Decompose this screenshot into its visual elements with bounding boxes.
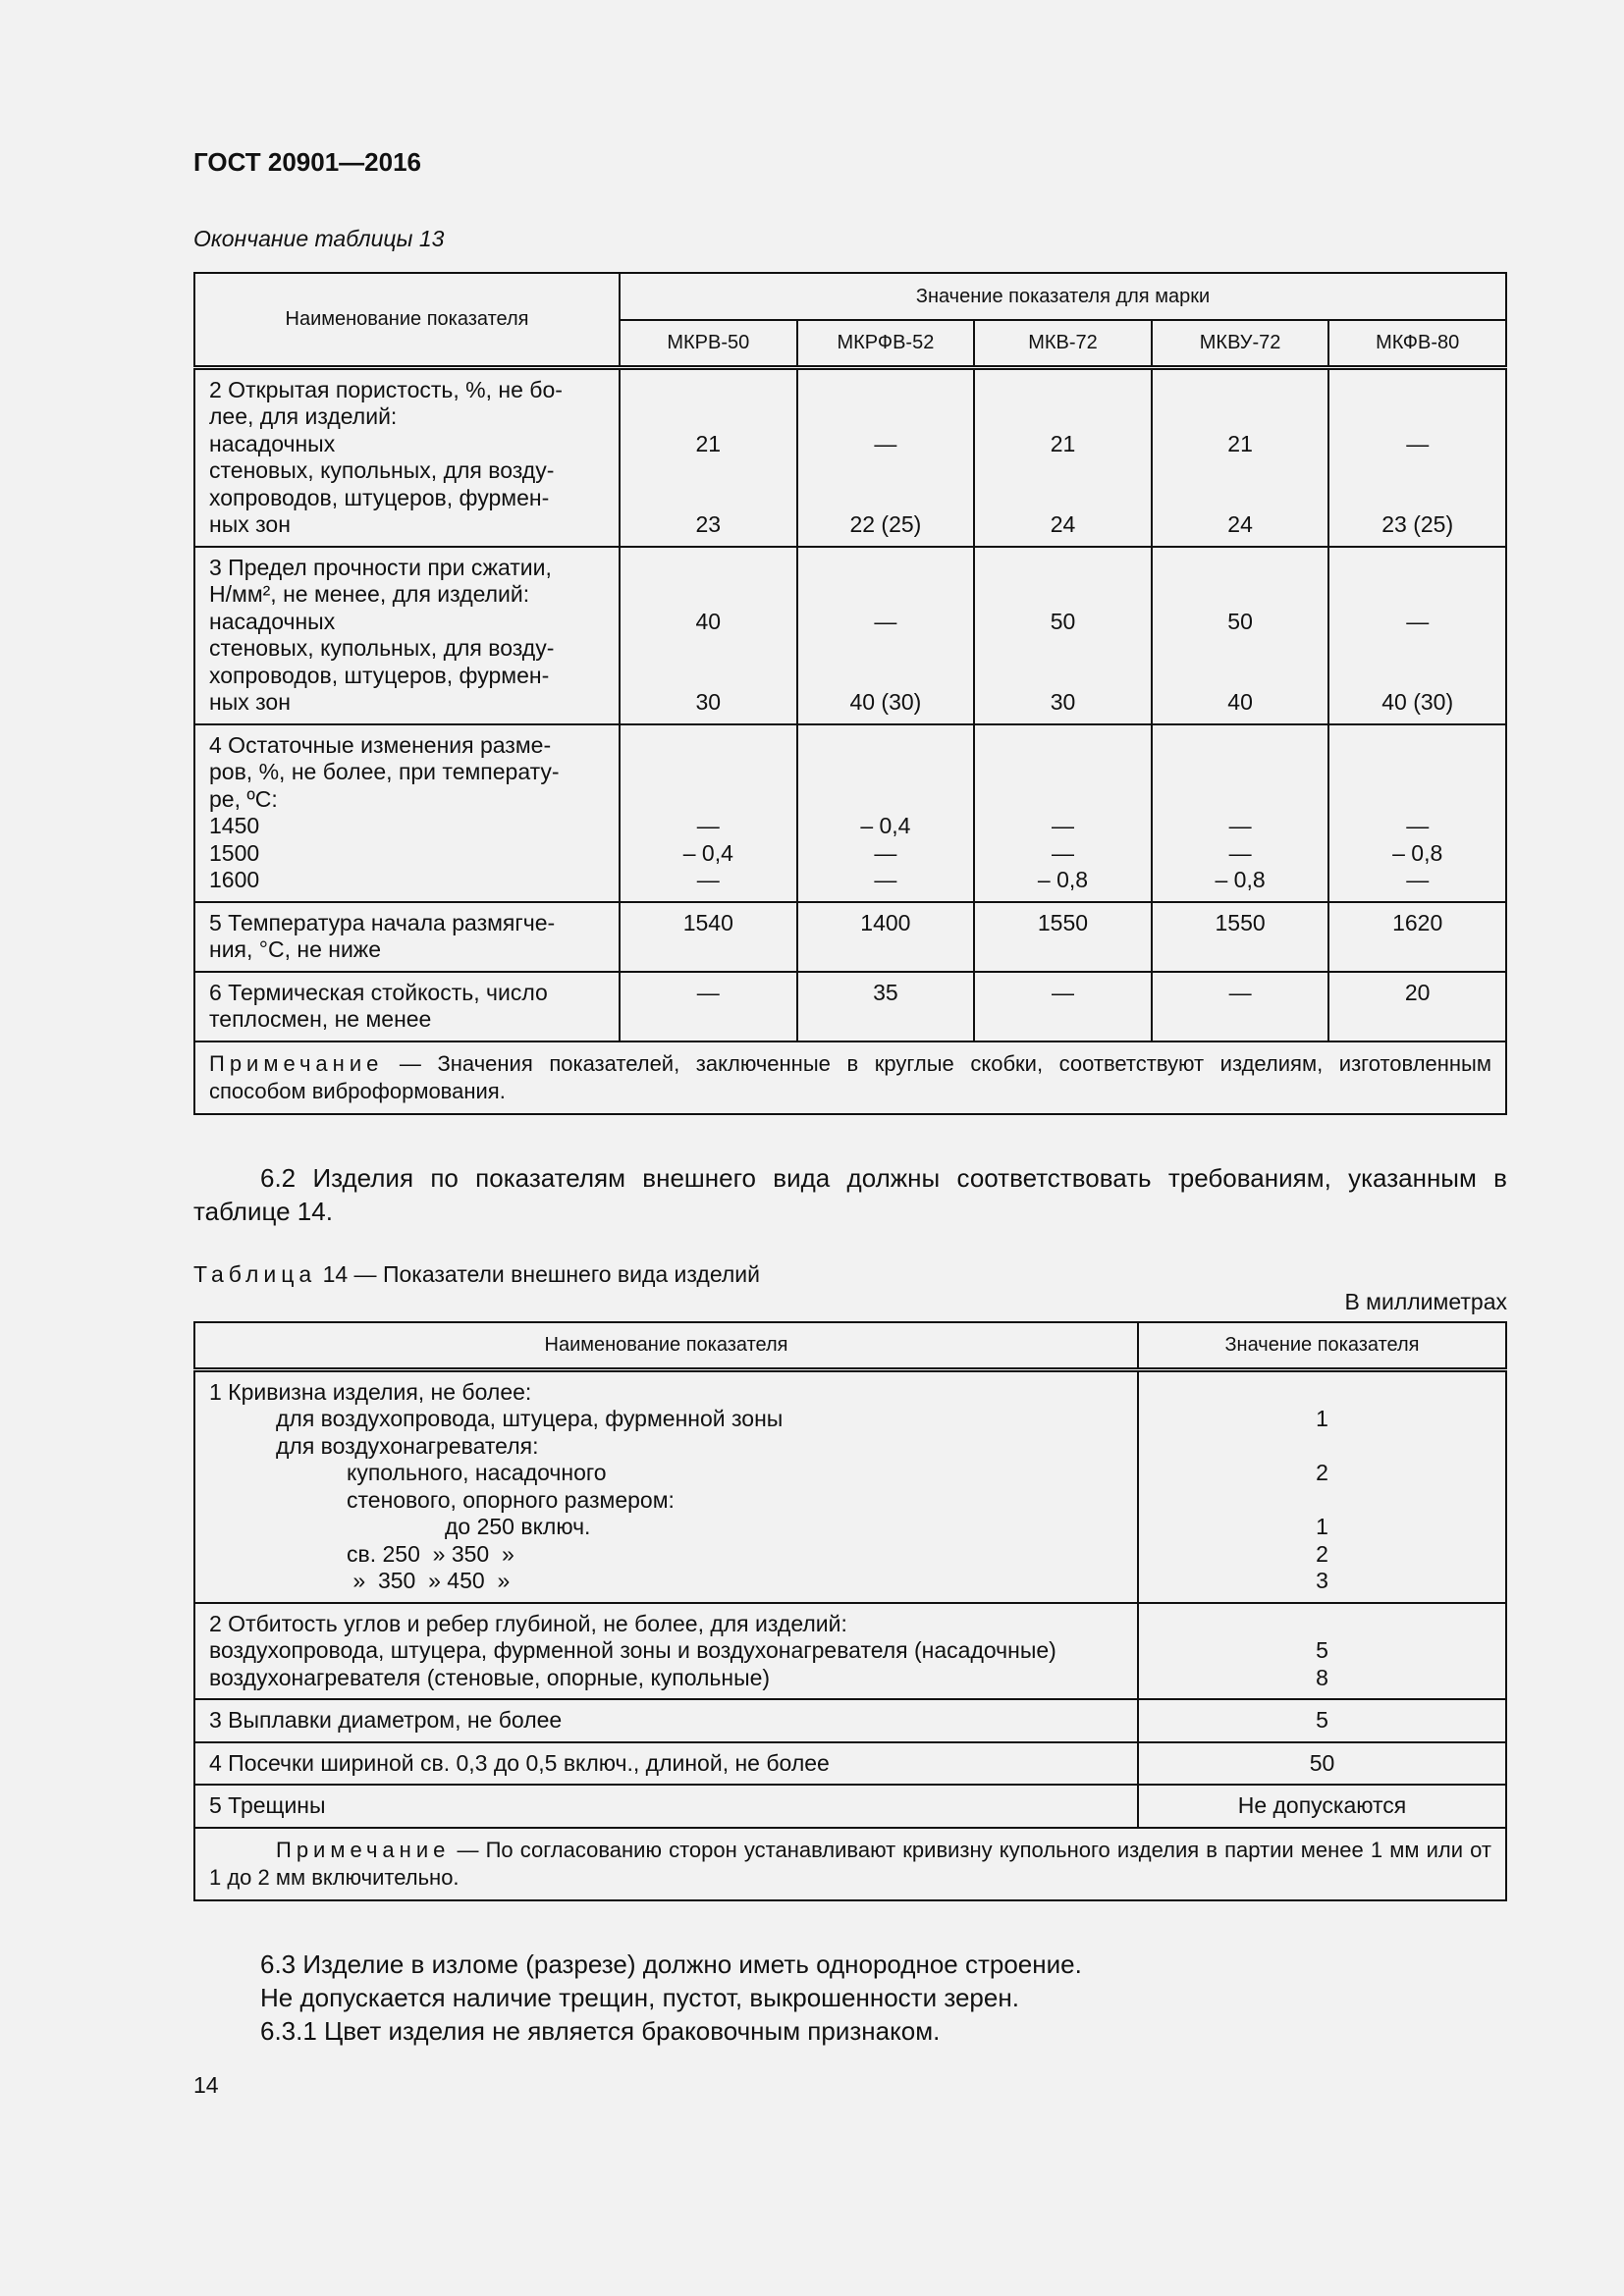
value-line xyxy=(979,403,1147,431)
brand-header: МКРВ-50 xyxy=(620,320,797,367)
value-line xyxy=(979,635,1147,663)
indicator-name-line: 2 Открытая пористость, %, не бо- xyxy=(209,376,563,402)
indicator-name xyxy=(194,367,620,547)
note-text: — Значения показателей, заключенные в круглые скобки, соответствуют изделиям, изготовленным способом виброформования. xyxy=(209,1050,1491,1103)
value-line xyxy=(1157,555,1325,582)
value-line: 35 xyxy=(873,979,898,1005)
indicator-name-line: » 350 » 450 » xyxy=(347,1568,511,1593)
value-line xyxy=(624,403,792,431)
value-line: 21 xyxy=(695,430,722,456)
indicator-name-line: ных зон xyxy=(209,511,291,537)
value-line xyxy=(624,457,792,485)
value-line: 40 (30) xyxy=(849,689,922,715)
value-line xyxy=(979,581,1147,609)
value-line xyxy=(1143,1611,1501,1638)
value-cell xyxy=(1328,902,1506,972)
paragraph-6-3-1: 6.3.1 Цвет изделия не является браковочным признаком. xyxy=(260,2016,941,2046)
indicator-name-line: до 250 включ. xyxy=(445,1514,591,1539)
indicator-name-line: хопроводов, штуцеров, фурмен- xyxy=(209,484,550,510)
indicator-name xyxy=(194,1742,1138,1786)
value-line: — xyxy=(696,813,720,838)
value-line xyxy=(1157,786,1325,814)
value-cell xyxy=(1328,972,1506,1041)
value-line xyxy=(1157,663,1325,690)
value-line: — xyxy=(1051,979,1074,1005)
value-line: — xyxy=(1406,867,1430,892)
indicator-name xyxy=(194,972,620,1041)
table-row xyxy=(194,367,1506,547)
indicator-name-line: 2 Отбитость углов и ребер глубиной, не более, для изделий: xyxy=(209,1610,847,1636)
value-line: – 0,4 xyxy=(860,813,911,838)
value-line: — xyxy=(874,839,897,866)
indicator-name xyxy=(194,724,620,902)
value-line xyxy=(979,786,1147,814)
value-cell xyxy=(797,902,975,972)
value-line: — xyxy=(1406,813,1430,838)
indicator-name-line: 5 Температура начала размягче- xyxy=(209,909,556,935)
value-line: 24 xyxy=(1227,511,1253,537)
value-line xyxy=(1333,786,1501,814)
value-cell xyxy=(620,902,797,972)
value-line xyxy=(1333,555,1501,582)
value-line xyxy=(1333,581,1501,609)
value-line: – 0,8 xyxy=(1215,867,1266,892)
indicator-name-line: ре, ºС: xyxy=(209,785,278,812)
value-line xyxy=(624,581,792,609)
value-line xyxy=(802,457,970,485)
value-cell xyxy=(1138,1742,1506,1786)
value-line: — xyxy=(1406,430,1430,456)
table14-caption-label: Таблица xyxy=(193,1261,317,1287)
value-line: 5 xyxy=(1316,1637,1328,1663)
value-line xyxy=(1333,457,1501,485)
indicator-name-line: стенового, опорного размером: xyxy=(347,1486,675,1513)
value-line xyxy=(624,485,792,512)
value-line: — xyxy=(1228,979,1252,1005)
table-row xyxy=(194,724,1506,902)
indicator-name-line: 3 Предел прочности при сжатии, xyxy=(209,554,552,580)
value-line: – 0,4 xyxy=(682,839,733,866)
table14-unit: В миллиметрах xyxy=(1344,1289,1507,1314)
value-line: Не допускаются xyxy=(1237,1792,1407,1818)
value-line xyxy=(802,732,970,760)
value-cell xyxy=(974,367,1152,547)
indicator-name-line: 4 Посечки шириной св. 0,3 до 0,5 включ., длиной, не более xyxy=(209,1749,830,1776)
value-line: — xyxy=(874,608,897,634)
note-label: Примечание xyxy=(276,1837,451,1862)
note-label: Примечание xyxy=(209,1050,384,1076)
value-line: – 0,8 xyxy=(1037,867,1089,892)
value-line: 1 xyxy=(1316,1406,1328,1431)
indicator-name-line: Н/мм², не менее, для изделий: xyxy=(209,581,530,607)
value-line xyxy=(1157,581,1325,609)
value-line: 2 xyxy=(1316,1460,1328,1485)
indicator-name-line: хопроводов, штуцеров, фурмен- xyxy=(209,662,550,688)
table13-note xyxy=(194,1041,1506,1114)
brand-header: МКВУ-72 xyxy=(1152,320,1329,367)
value-line: 30 xyxy=(1050,689,1076,715)
value-line: 1620 xyxy=(1392,909,1443,935)
indicator-name-line: 6 Термическая стойкость, число xyxy=(209,979,548,1005)
note-text: — По согласованию сторон устанавливают кривизну купольного изделия в партии менее 1 мм или от 1 до 2 мм включительно. xyxy=(209,1837,1491,1890)
value-line xyxy=(624,732,792,760)
value-line xyxy=(624,786,792,814)
value-line xyxy=(1333,635,1501,663)
value-line: — xyxy=(874,867,897,892)
paragraph-6-3-continued: Не допускается наличие трещин, пустот, выкрошенности зерен. xyxy=(260,1983,1019,2012)
value-line xyxy=(1333,759,1501,786)
table-row xyxy=(194,1742,1506,1786)
indicator-name-line: насадочных xyxy=(209,430,336,456)
indicator-name-line: 5 Трещины xyxy=(209,1792,326,1818)
value-line xyxy=(624,663,792,690)
value-cell xyxy=(797,972,975,1041)
value-cell xyxy=(797,367,975,547)
paragraph-6-2: 6.2 Изделия по показателям внешнего вида должны соответствовать требованиям, указанным в таблице 14. xyxy=(193,1163,1507,1226)
value-cell xyxy=(620,972,797,1041)
value-line: 40 xyxy=(1227,689,1253,715)
table-row xyxy=(194,1603,1506,1700)
indicator-name-line: ров, %, не более, при температу- xyxy=(209,759,560,784)
value-cell xyxy=(974,724,1152,902)
value-line xyxy=(624,635,792,663)
table14-caption-text: 14 — Показатели внешнего вида изделий xyxy=(316,1261,761,1287)
value-line: 3 xyxy=(1316,1568,1328,1593)
value-line xyxy=(1333,663,1501,690)
value-line: — xyxy=(1051,839,1074,866)
indicator-name-line: теплосмен, не менее xyxy=(209,1006,432,1032)
indicator-name xyxy=(194,1699,1138,1742)
table-row xyxy=(194,972,1506,1041)
value-line xyxy=(1333,403,1501,431)
value-line: 1550 xyxy=(1037,909,1089,935)
value-cell xyxy=(1328,724,1506,902)
value-line xyxy=(624,377,792,404)
value-line xyxy=(802,786,970,814)
indicator-name-line: воздухонагревателя (стеновые, опорные, купольные) xyxy=(209,1664,771,1690)
value-cell xyxy=(620,547,797,724)
indicator-name-line: 1 Кривизна изделия, не более: xyxy=(209,1378,532,1405)
indicator-name-line: 4 Остаточные изменения разме- xyxy=(209,731,552,758)
indicator-name-line: 1500 xyxy=(209,839,260,866)
value-line xyxy=(1333,377,1501,404)
indicator-name xyxy=(194,1785,1138,1828)
value-line xyxy=(802,663,970,690)
table13-caption: Окончание таблицы 13 xyxy=(193,226,445,251)
value-line xyxy=(1333,485,1501,512)
value-line: — xyxy=(1228,813,1252,838)
indicator-name-line: для воздухопровода, штуцера, фурменной зоны xyxy=(276,1406,784,1431)
brand-header: МКРФВ-52 xyxy=(797,320,975,367)
value-line: 30 xyxy=(695,689,722,715)
indicator-name-line: стеновых, купольных, для возду- xyxy=(209,457,555,483)
value-cell xyxy=(974,902,1152,972)
value-line: — xyxy=(874,430,897,456)
value-line xyxy=(1157,457,1325,485)
value-cell xyxy=(620,724,797,902)
page-number: 14 xyxy=(193,2072,219,2098)
indicator-name xyxy=(194,1603,1138,1700)
value-line: 8 xyxy=(1316,1664,1328,1690)
value-line: 2 xyxy=(1316,1540,1328,1567)
value-line: 24 xyxy=(1050,511,1076,537)
value-line: 50 xyxy=(1050,608,1076,634)
value-cell xyxy=(974,972,1152,1041)
value-cell xyxy=(1138,1603,1506,1700)
indicator-name-line: для воздухонагревателя: xyxy=(276,1432,539,1459)
value-line xyxy=(979,663,1147,690)
document-title: ГОСТ 20901—2016 xyxy=(193,147,421,177)
table13-name-header: Наименование показателя xyxy=(194,273,620,367)
value-line: 20 xyxy=(1404,979,1431,1005)
value-line xyxy=(1157,732,1325,760)
value-cell xyxy=(1138,1785,1506,1828)
value-cell xyxy=(1138,1699,1506,1742)
indicator-name-line: воздухопровода, штуцера, фурменной зоны и воздухонагревателя (насадочные) xyxy=(209,1637,1056,1663)
value-line: — xyxy=(696,867,720,892)
value-cell xyxy=(797,724,975,902)
table-row xyxy=(194,1785,1506,1828)
value-line xyxy=(802,377,970,404)
indicator-name-line: ния, °С, не ниже xyxy=(209,936,381,962)
value-line xyxy=(979,732,1147,760)
value-line: 1400 xyxy=(860,909,911,935)
value-line xyxy=(1157,485,1325,512)
value-line: 50 xyxy=(1309,1749,1335,1776)
value-line xyxy=(1143,1433,1501,1461)
indicator-name-line: купольного, насадочного xyxy=(347,1460,607,1485)
value-line xyxy=(802,555,970,582)
indicator-name-line: насадочных xyxy=(209,608,336,634)
value-cell xyxy=(1152,902,1329,972)
value-line: 1540 xyxy=(682,909,733,935)
value-line: 5 xyxy=(1316,1707,1328,1733)
value-line: 40 xyxy=(695,608,722,634)
table-row xyxy=(194,902,1506,972)
value-line xyxy=(1157,377,1325,404)
value-line: — xyxy=(696,979,720,1005)
indicator-name-line: ных зон xyxy=(209,689,291,715)
value-cell xyxy=(797,547,975,724)
table14-caption xyxy=(193,1261,760,1288)
value-line xyxy=(1143,1379,1501,1407)
brand-header: МКВ-72 xyxy=(974,320,1152,367)
value-line: 1 xyxy=(1316,1514,1328,1539)
value-line xyxy=(1157,759,1325,786)
value-line xyxy=(979,457,1147,485)
value-line: — xyxy=(1228,839,1252,866)
table14 xyxy=(193,1321,1507,1901)
value-line xyxy=(802,581,970,609)
value-cell xyxy=(1152,547,1329,724)
indicator-name xyxy=(194,1369,1138,1603)
value-cell xyxy=(1328,367,1506,547)
value-line xyxy=(1333,732,1501,760)
value-line: 21 xyxy=(1050,430,1076,456)
table14-col2-header: Значение показателя xyxy=(1138,1322,1506,1369)
value-line xyxy=(979,555,1147,582)
value-line xyxy=(1143,1487,1501,1515)
indicator-name-line: 1600 xyxy=(209,867,260,892)
value-cell xyxy=(1152,724,1329,902)
table14-col1-header: Наименование показателя xyxy=(194,1322,1138,1369)
value-line: – 0,8 xyxy=(1392,839,1443,866)
value-cell xyxy=(974,547,1152,724)
table-row xyxy=(194,1369,1506,1603)
indicator-name-line: 1450 xyxy=(209,813,260,838)
paragraph-6-3: 6.3 Изделие в изломе (разрезе) должно иметь однородное строение. xyxy=(260,1949,1082,1979)
value-line: — xyxy=(1051,813,1074,838)
value-line xyxy=(802,759,970,786)
indicator-name-line: стеновых, купольных, для возду- xyxy=(209,635,555,661)
table13-group-header: Значение показателя для марки xyxy=(620,273,1506,320)
value-line: 40 (30) xyxy=(1381,689,1454,715)
value-line: 23 xyxy=(695,511,722,537)
value-line: 50 xyxy=(1227,608,1253,634)
value-line: 22 (25) xyxy=(849,511,922,537)
value-line xyxy=(624,555,792,582)
value-cell xyxy=(1328,547,1506,724)
value-line xyxy=(802,485,970,512)
value-line xyxy=(1157,635,1325,663)
value-line: — xyxy=(1406,608,1430,634)
value-cell xyxy=(1152,972,1329,1041)
indicator-name-line: лее, для изделий: xyxy=(209,403,398,429)
value-cell xyxy=(620,367,797,547)
value-line: 1550 xyxy=(1215,909,1266,935)
indicator-name-line: св. 250 » 350 » xyxy=(347,1540,514,1567)
value-line xyxy=(802,403,970,431)
indicator-name xyxy=(194,547,620,724)
table14-note xyxy=(194,1828,1506,1900)
value-line xyxy=(624,759,792,786)
value-line: 23 (25) xyxy=(1381,511,1454,537)
value-cell xyxy=(1138,1369,1506,1603)
indicator-name xyxy=(194,902,620,972)
value-line: 21 xyxy=(1227,430,1253,456)
table-row xyxy=(194,1699,1506,1742)
brand-header: МКФВ-80 xyxy=(1328,320,1506,367)
value-cell xyxy=(1152,367,1329,547)
table13 xyxy=(193,272,1507,1115)
table-row xyxy=(194,547,1506,724)
indicator-name-line: 3 Выплавки диаметром, не более xyxy=(209,1707,563,1733)
value-line xyxy=(979,377,1147,404)
value-line xyxy=(979,759,1147,786)
value-line xyxy=(802,635,970,663)
value-line xyxy=(1157,403,1325,431)
value-line xyxy=(979,485,1147,512)
